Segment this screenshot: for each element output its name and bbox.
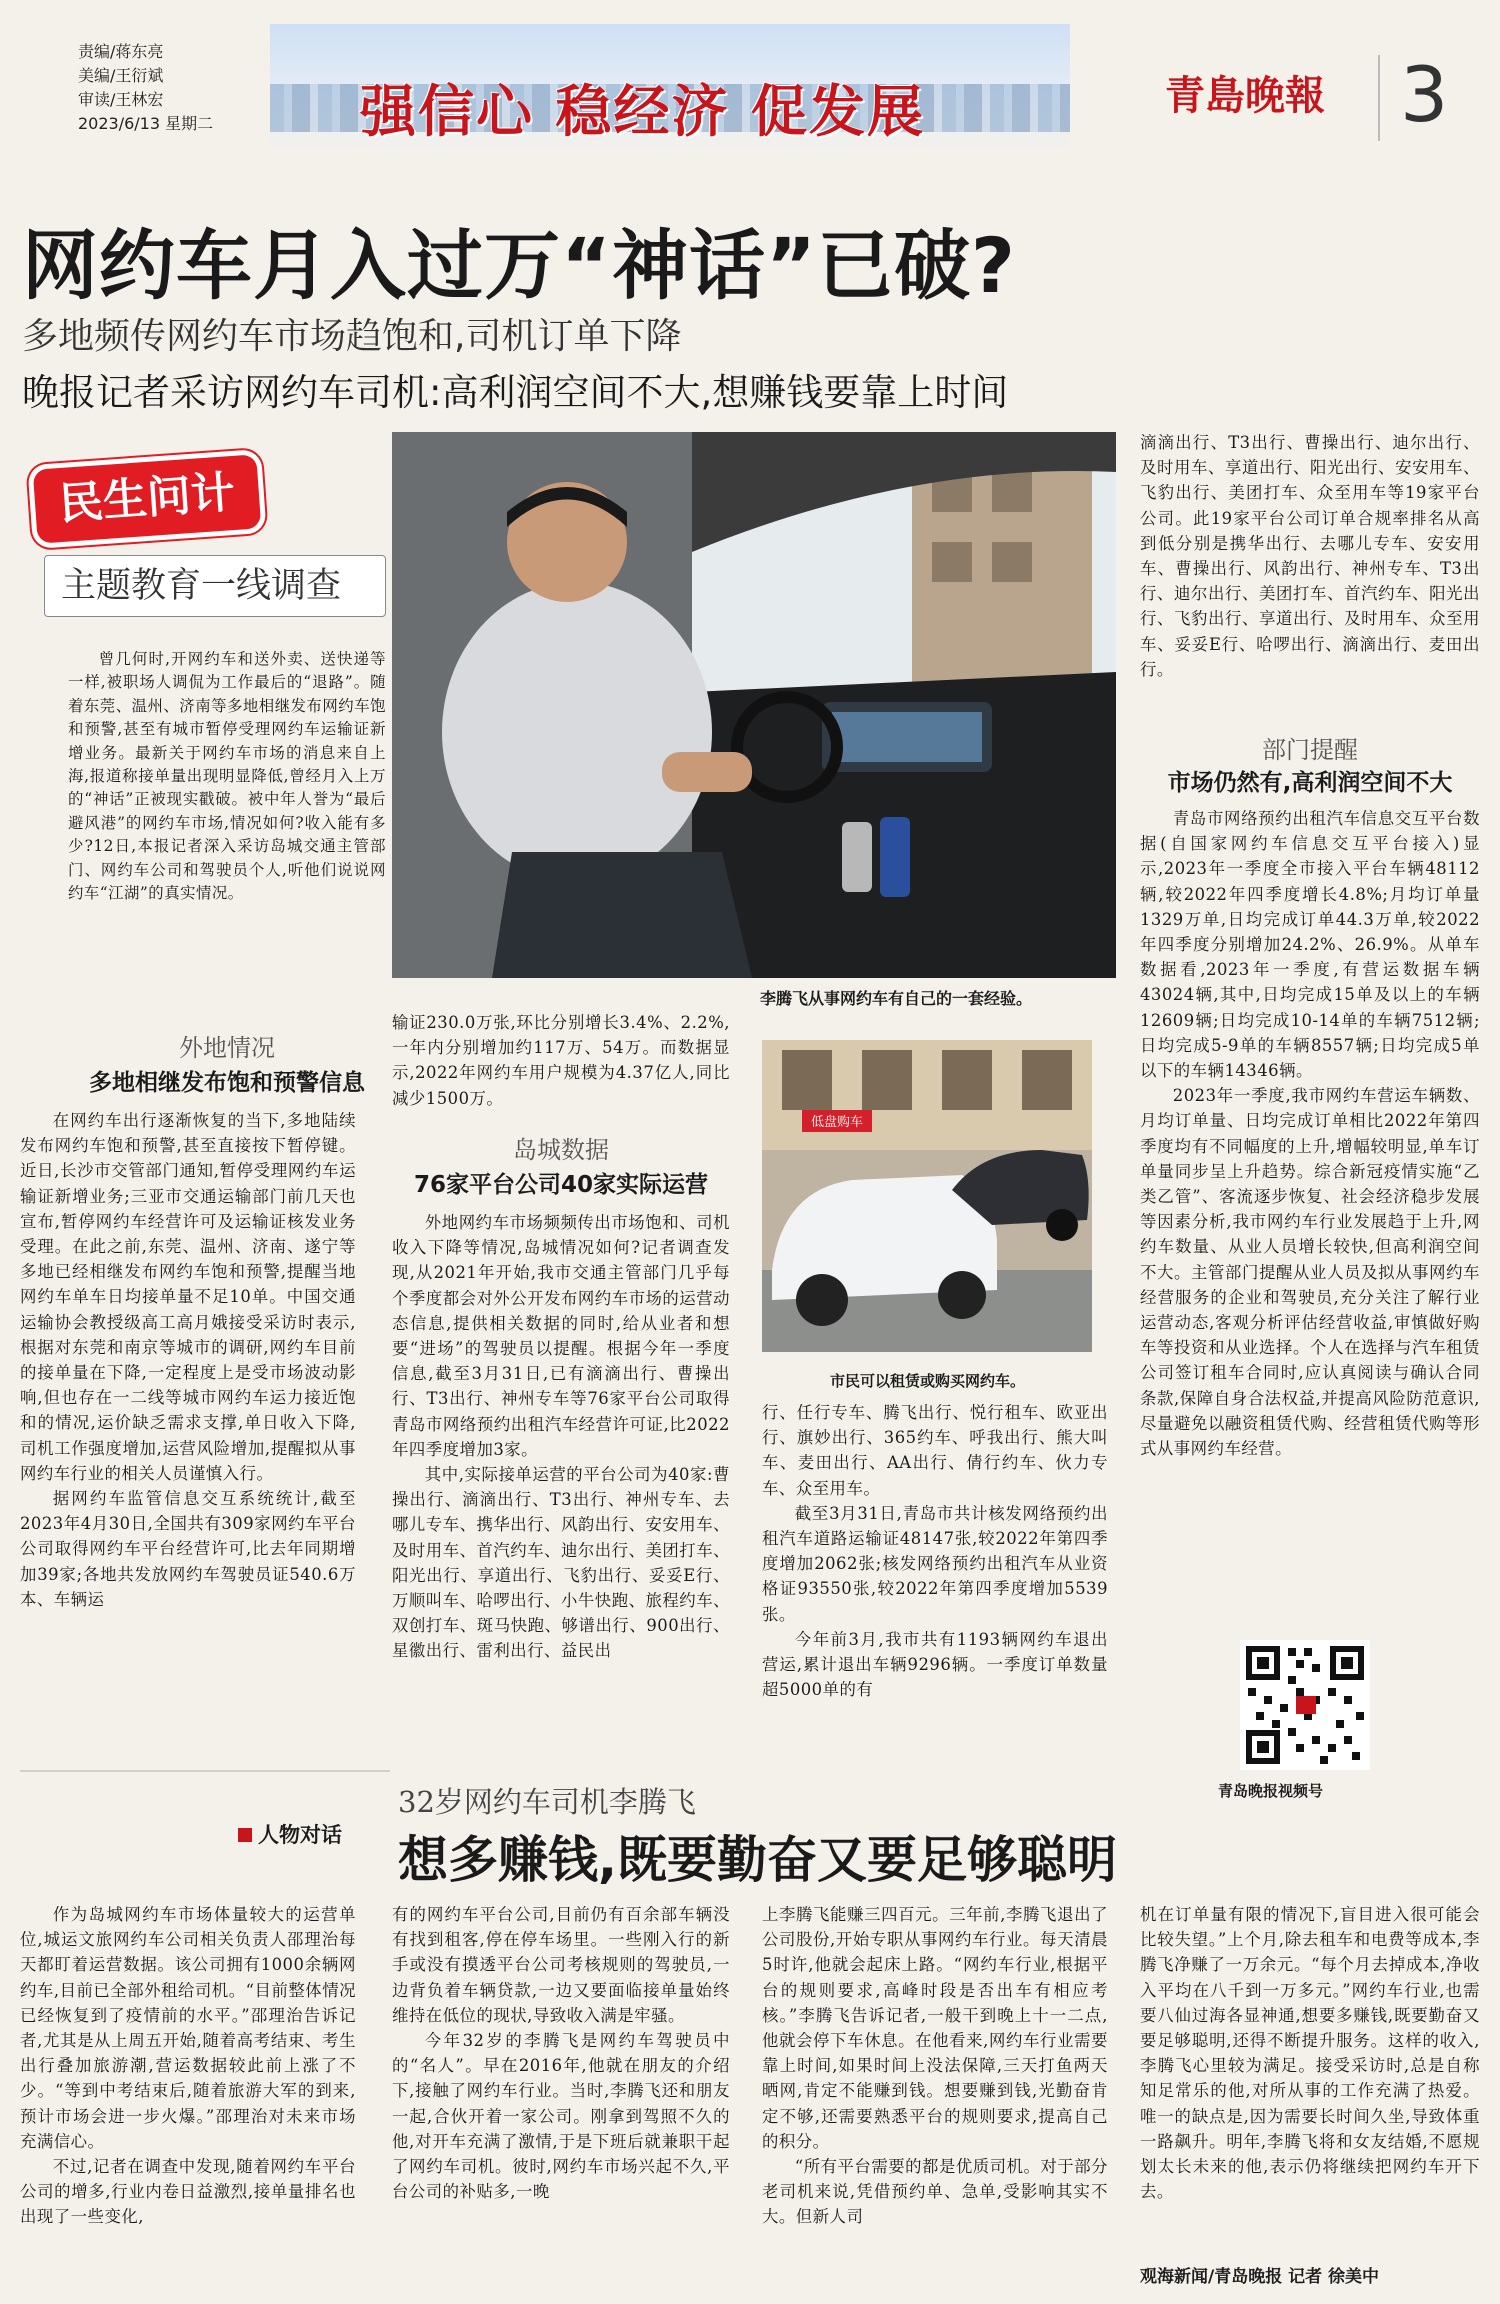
- story-tag-label: 人物对话: [258, 1823, 342, 1847]
- col4-top-paragraph: 滴滴出行、T3出行、曹操出行、迪尔出行、及时用车、享道出行、阳光出行、安安用车、飞豹出行、美团打车、众至用车等19家平台公司。此19家平台公司订单合规率排名从高到低分别是携华出行、去哪儿专车、安安用车、曹操出行、风韵出行、神州专车、T3出行、迪尔出行、美团打车、首汽约车、阳光出行、飞豹出行、享道出行、及时用车、众至用车、妥妥E行、哈啰出行、滴滴出行、麦田出行。: [1140, 433, 1480, 679]
- editor-credit: 责编/蒋东亮: [78, 42, 164, 61]
- story-column-1: [20, 1902, 356, 2274]
- section-kicker-dept: 部门提醒: [1262, 736, 1358, 764]
- banner-slogan: 强信心 稳经济 促发展: [360, 80, 925, 145]
- intro-paragraph: 曾几何时,开网约车和送外卖、送快递等一样,被职场人调侃为工作最后的“退路”。随着东莞、温州、济南等多地相继发布网约车饱和预警,甚至有城市暂停受理网约车运输证新增业务。最新关于网约车市场的消息来自上海,报道称接单量出现明显降低,曾经月入上万的“神话”正被现实戳破。被中年人誉为“最后避风港”的网约车市场,情况如何?收入能有多少?12日,本报记者深入采访岛城交通主管部门、网约车公司和驾驶员个人,听他们说说网约车“江湖”的真实情况。: [68, 650, 386, 903]
- shop-sign: 低盘购车: [810, 1115, 864, 1130]
- story-col4-paragraph-1: 机在订单量有限的情况下,盲目进入很可能会比较失望。”上个月,除去租车和电费等成本,李腾飞净赚了一万余元。“每个月去掉成本,净收入平均在八千到一万多元。”网约车行业,也需要八仙过海各显神通,想要多赚钱,既要勤奋又要足够聪明,还得不断提升服务。这样的收入,李腾飞心里较为满足。接受采访时,总是自称知足常乐的他,对所从事的工作充满了热爱。唯一的缺点是,因为需要长时间久坐,导致体重一路飙升。明年,李腾飞将和女友结婚,不愿规划太长未来的他,表示仍将继续把网约车开下去。: [1140, 1905, 1480, 2202]
- subheadline-1: 多地频传网约车市场趋饱和,司机订单下降: [22, 316, 682, 357]
- section-banner: [270, 24, 1070, 154]
- driver-photo: [392, 432, 1116, 978]
- col3-continuation: [762, 1400, 1108, 1750]
- rental-cars-illustration: [762, 1040, 1092, 1352]
- story-kicker: 32岁网约车司机李腾飞: [398, 1785, 696, 1819]
- city-section-body: [392, 1210, 730, 1750]
- dept-section-body: [1140, 806, 1480, 1628]
- column-badge-label: 民生问计: [57, 466, 237, 531]
- qr-code-icon: [1240, 1640, 1370, 1770]
- col4-top-text: [1140, 430, 1480, 710]
- column-badge: [33, 454, 262, 543]
- story-headline: 想多赚钱,既要勤奋又要足够聪明: [398, 1831, 1117, 1889]
- dept-paragraph-2: 2023年一季度,我市网约车营运车辆数、月均订单量、日均完成订单相比2022年第四季度均有不同幅度的上升,增幅较明显,单车订单量同步呈上升趋势。综合新冠疫情实施“乙类乙管”、客流逐步恢复、社会经济稳步发展等因素分析,我市网约车行业发展趋于上升,网约车数量、从业人员增长较快,但高利润空间不大。主管部门提醒从业人员及拟从事网约车经营服务的企业和驾驶员,充分关注了解行业运营动态,客观分析评估经营收益,审慎做好购车等投资和从业选择。个人在选择与汽车租赁公司签订租车合同时,应认真阅读与确认合同条款,保障自身合法权益,并提高风险防范意识,尽量避免以融资租赁代购、经营租赁代购等形式从事网约车经营。: [1140, 1086, 1480, 1459]
- col3-paragraph-2: 截至3月31日,青岛市共计核发网络预约出租汽车道路运输证48147张,较2022年第四季度增加2062张;核发网络预约出租汽车从业资格证93550张,较2022年第四季度增加5539张。: [762, 1503, 1108, 1624]
- city-paragraph-2: 其中,实际接单运营的平台公司为40家:曹操出行、滴滴出行、T3出行、神州专车、去哪儿专车、携华出行、风韵出行、安安用车、及时用车、首汽约车、迪尔出行、美团打车、阳光出行、享道出行、飞豹出行、妥妥E行、万顺叫车、哈啰出行、小牛快跑、旅程约车、双创打车、斑马快跑、够谱出行、900出行、星徽出行、雷利出行、益民出: [392, 1465, 730, 1661]
- issue-date: 2023/6/13 星期二: [78, 114, 214, 133]
- story-byline: 观海新闻/青岛晚报 记者 徐美中: [1140, 2267, 1380, 2287]
- story-tag: [238, 1819, 342, 1849]
- article-intro: [68, 648, 386, 1018]
- story-col2-paragraph-1: 有的网约车平台公司,目前仍有百余部车辆没有找到租客,停在停车场里。一些刚入行的新手或没有摸透平台公司考核规则的驾驶员,一边背负着车辆贷款,一边又要面临接单量始终维持在低位的现状,导致收入满是牢骚。: [392, 1905, 730, 2025]
- photo-caption-2: 市民可以租赁或购买网约车。: [830, 1372, 1026, 1390]
- qr-label: 青岛晚报视频号: [1218, 1782, 1324, 1800]
- story-col1-paragraph-1: 作为岛城网约车市场体量较大的运营单位,城运文旅网约车公司相关负责人邵理治每天都盯着运营数据。该公司拥有1000余辆网约车,目前已全部外租给司机。“目前整体情况已经恢复到了疫情前的水平。”邵理治告诉记者,尤其是从上周五开始,随着高考结束、考生出行叠加旅游潮,营运数据较此前上涨了不少。“等到中考结束后,随着旅游大军的到来,预计市场会进一步火爆。”邵理治对未来市场充满信心。: [20, 1905, 356, 2151]
- story-col3-paragraph-1: 上李腾飞能赚三四百元。三年前,李腾飞退出了公司股份,开始专职从事网约车行业。每天清晨5时许,他就会起床上路。“网约车行业,根据平台的规则要求,高峰时段是否出车有相应考核。”李腾飞告诉记者,一般干到晚上十一二点,他就会停下车休息。在他看来,网约车行业需要靠上时间,如果时间上没法保障,三天打鱼两天晒网,肯定不能赚到钱。想要赚到钱,光勤奋肯定不够,还需要熟悉平台的规则要求,提高自己的积分。: [762, 1905, 1108, 2151]
- section-title-dept: 市场仍然有,高利润空间不大: [1167, 770, 1453, 796]
- section-kicker-city: 岛城数据: [513, 1136, 609, 1164]
- topic-box: [44, 555, 386, 617]
- qr-code[interactable]: [1240, 1640, 1370, 1770]
- story-col2-paragraph-2: 今年32岁的李腾飞是网约车驾驶员中的“名人”。早在2016年,他就在朋友的介绍下,接触了网约车行业。当时,李腾飞还和朋友一起,合伙开着一家公司。刚拿到驾照不久的他,对开车充满了激情,于是下班后就兼职干起了网约车司机。彼时,网约车市场兴起不久,平台公司的补贴多,一晚: [392, 2031, 730, 2202]
- section-kicker-outside: 外地情况: [179, 1034, 275, 1062]
- rental-cars-photo: [762, 1040, 1092, 1352]
- newspaper-masthead: 青島晚報: [1165, 72, 1325, 119]
- col3-paragraph-1: 行、任行专车、腾飞出行、悦行租车、欧亚出行、旗妙出行、365约车、呼我出行、熊大叫车、麦田出行、AA出行、倩行约车、伙力专车、众至用车。: [762, 1403, 1108, 1498]
- driver-photo-illustration: [392, 432, 1116, 978]
- main-headline: 网约车月入过万“神话”已破?: [22, 221, 1016, 310]
- section-title-city: 76家平台公司40家实际运营: [413, 1172, 708, 1198]
- masthead-divider: [1378, 55, 1380, 141]
- topic-label: 主题教育一线调查: [61, 566, 342, 606]
- story-column-3: [762, 1902, 1108, 2274]
- outside-paragraph-2: 据网约车监管信息交互系统统计,截至2023年4月30日,全国共有309家网约车平台公司取得网约车平台经营许可,比去年同期增加39家;各地共发放网约车驾驶员证540.6万本、车辆运: [20, 1489, 356, 1609]
- story-column-2: [392, 1902, 730, 2274]
- subheadline-2: 晚报记者采访网约车司机:高利润空间不大,想赚钱要靠上时间: [22, 371, 1009, 414]
- proofreader-credit: 审读/王林宏: [78, 90, 164, 109]
- story-col1-paragraph-2: 不过,记者在调查中发现,随着网约车平台公司的增多,行业内卷日益激烈,接单量排名也出现了一些变化,: [20, 2157, 356, 2227]
- dept-paragraph-1: 青岛市网络预约出租汽车信息交互平台数据(自国家网约车信息交互平台接入)显示,2023年一季度全市接入平台车辆48112辆,较2022年四季度增长4.8%;月均订单量1329万单,日均完成订单44.3万单,较2022年四季度分别增加24.2%、26.9%。从单车数据看,2023年一季度,有营运数据车辆43024辆,其中,日均完成15单及以上的车辆12609辆;日均完成10-14单的车辆7512辆;日均完成5-9单的车辆8557辆;日均完成5单以下的车辆14346辆。: [1140, 809, 1480, 1081]
- story-divider: [20, 1770, 390, 1772]
- section-title-outside: 多地相继发布饱和预警信息: [89, 1070, 365, 1096]
- outside-paragraph-1: 在网约车出行逐渐恢复的当下,多地陆续发布网约车饱和预警,甚至直接按下暂停键。近日,长沙市交管部门通知,暂停受理网约车运输证新增业务;三亚市交通运输部门前几天也宣布,暂停网约车经营许可及运输证核发业务受理。在此之前,东莞、温州、济南、遂宁等多地已经相继发布网约车饱和预警,提醒当地网约车单车日均接单量不足10单。中国交通运输协会教授级高工高月娥接受采访时表示,根据对东莞和南京等城市的调研,网约车目前的接单量在下降,一定程度上是受市场波动影响,但也存在一二线等城市网约车运力接近饱和的情况,运价缺乏需求支撑,单日收入下降,司机工作强度增加,运营风险增加,提醒拟从事网约车行业的相关人员谨慎入行。: [20, 1111, 356, 1483]
- mid-continuation: [392, 1010, 730, 1110]
- col3-paragraph-3: 今年前3月,我市共有1193辆网约车退出营运,累计退出车辆9296辆。一季度订单数量超5000单的有: [762, 1629, 1108, 1700]
- editor-credits: [78, 40, 213, 136]
- tag-square-icon: [238, 1828, 252, 1842]
- designer-credit: 美编/王衍斌: [78, 66, 164, 85]
- page-number: 3: [1400, 50, 1449, 139]
- outside-section-body: [20, 1108, 356, 1748]
- story-column-4: [1140, 1902, 1480, 2252]
- photo-caption-1: 李腾飞从事网约车有自己的一套经验。: [760, 989, 1033, 1008]
- story-col3-paragraph-2: “所有平台需要的都是优质司机。对于部分老司机来说,凭借预约单、急单,受影响其实不大。但新人司: [762, 2157, 1108, 2227]
- mid-continuation-text: 输证230.0万张,环比分别增长3.4%、2.2%,一年内分别增加约117万、54万。而数据显示,2022年网约车用户规模为4.37亿人,同比减少1500万。: [392, 1013, 730, 1108]
- city-paragraph-1: 外地网约车市场频频传出市场饱和、司机收入下降等情况,岛城情况如何?记者调查发现,从2021年开始,我市交通主管部门几乎每个季度都会对外公开发布网约车市场的运营动态信息,提供相关数据的同时,给从业者和想要“进场”的驾驶员以提醒。根据今年一季度信息,截至3月31日,已有滴滴出行、曹操出行、T3出行、神州专车等76家平台公司取得青岛市网络预约出租汽车经营许可证,比2022年四季度增加3家。: [392, 1213, 730, 1459]
